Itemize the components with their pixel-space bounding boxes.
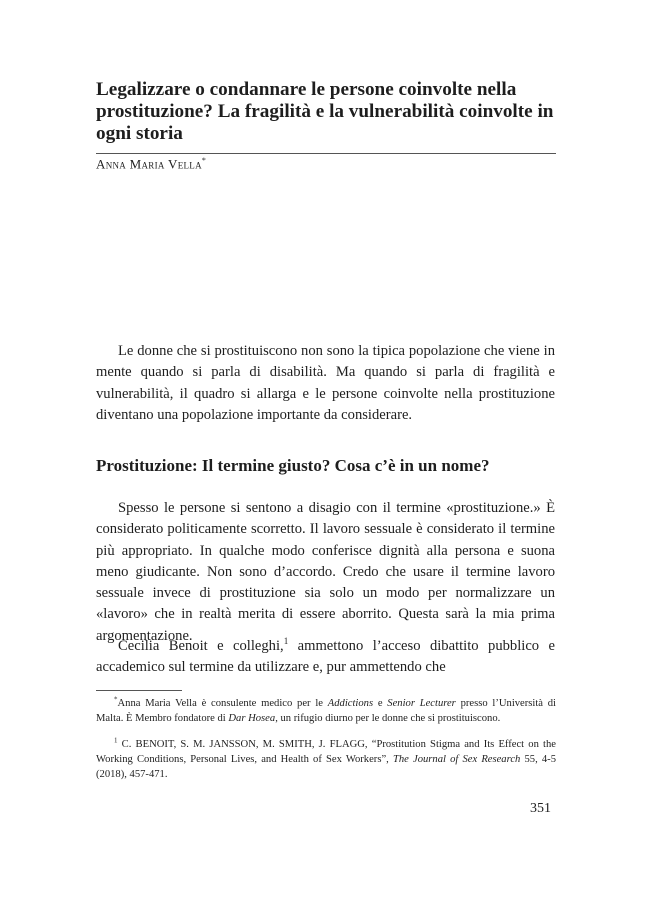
- footnote-mark: *: [114, 695, 118, 704]
- body-paragraph-2-start: Cecilia Benoit e colleghi,: [118, 638, 284, 654]
- footnote-text: Anna Maria Vella è consulente medico per le: [117, 698, 328, 709]
- intro-paragraph: Le donne che si prostituiscono non sono la tipica popolazione che viene in mente quando si parla di disabilità. Ma quando si parla di fragilità e vulnerabilità, il quadro si allarga e le persone coinvolte nella prostituzione diventano una popolazione importante da considerare.: [96, 343, 555, 423]
- author-footnote-mark: *: [201, 156, 207, 165]
- page-number: 351: [530, 801, 551, 816]
- author-name-text: Anna Maria Vella: [96, 156, 202, 172]
- footnote-italic: Senior Lecturer: [387, 698, 456, 709]
- footnote-ref-1: 1: [283, 636, 289, 647]
- footnote-1: [96, 738, 556, 782]
- body-paragraph-2: [96, 636, 555, 679]
- footnote-italic: Dar Hosea: [228, 712, 276, 724]
- footnote-text: e: [373, 698, 388, 709]
- footnote-text: presso l’Università di Malta. È Membro fondatore di: [96, 698, 556, 724]
- footnote-text: 55, 4-5 (2018), 457-471.: [96, 753, 556, 780]
- body-paragraph-2-rest: ammettono l’acceso dibattito pubblico e accademico sul termine da utilizzare e, pur ammettendo che: [96, 638, 556, 676]
- footnote-mark: 1: [114, 736, 118, 745]
- footnote-author: [96, 697, 556, 727]
- footnote-text: , un rifugio diurno per le donne che si prostituiscono.: [275, 712, 501, 724]
- author-name: [96, 156, 206, 172]
- footnote-rule: [96, 690, 182, 691]
- body-paragraph-1: Spesso le persone si sentono a disagio con il termine «prostituzione.» È considerato politicamente scorretto. Il lavoro sessuale è considerato il termine più appropriato. In qualche modo conferisce dignità alla persona e suona meno giudicante. Non sono d’accordo. Credo che usare il termine lavoro sessuale invece di prostituzione sia solo un modo per normalizzare un «lavoro» che in realtà merita di essere aborrito. Questa sarà la mia prima argomentazione.: [96, 500, 555, 644]
- footnote-italic: The Journal of Sex Research: [392, 753, 521, 765]
- title-rule: [96, 153, 556, 154]
- section-heading: Prostituzione: Il termine giusto? Cosa c’è in un nome?: [96, 456, 490, 475]
- article-title: Legalizzare o condannare le persone coinvolte nella prostituzione? La fragilità e la vulnerabilità coinvolte in ogni storia: [96, 79, 554, 144]
- footnote-text: C. BENOIT, S. M. JANSSON, M. SMITH, J. FLAGG, “Prostitution Stigma and Its Effect on the Working Conditions, Personal Lives, and Health of Sex Workers”,: [96, 739, 556, 765]
- footnote-italic: Addictions: [327, 698, 374, 709]
